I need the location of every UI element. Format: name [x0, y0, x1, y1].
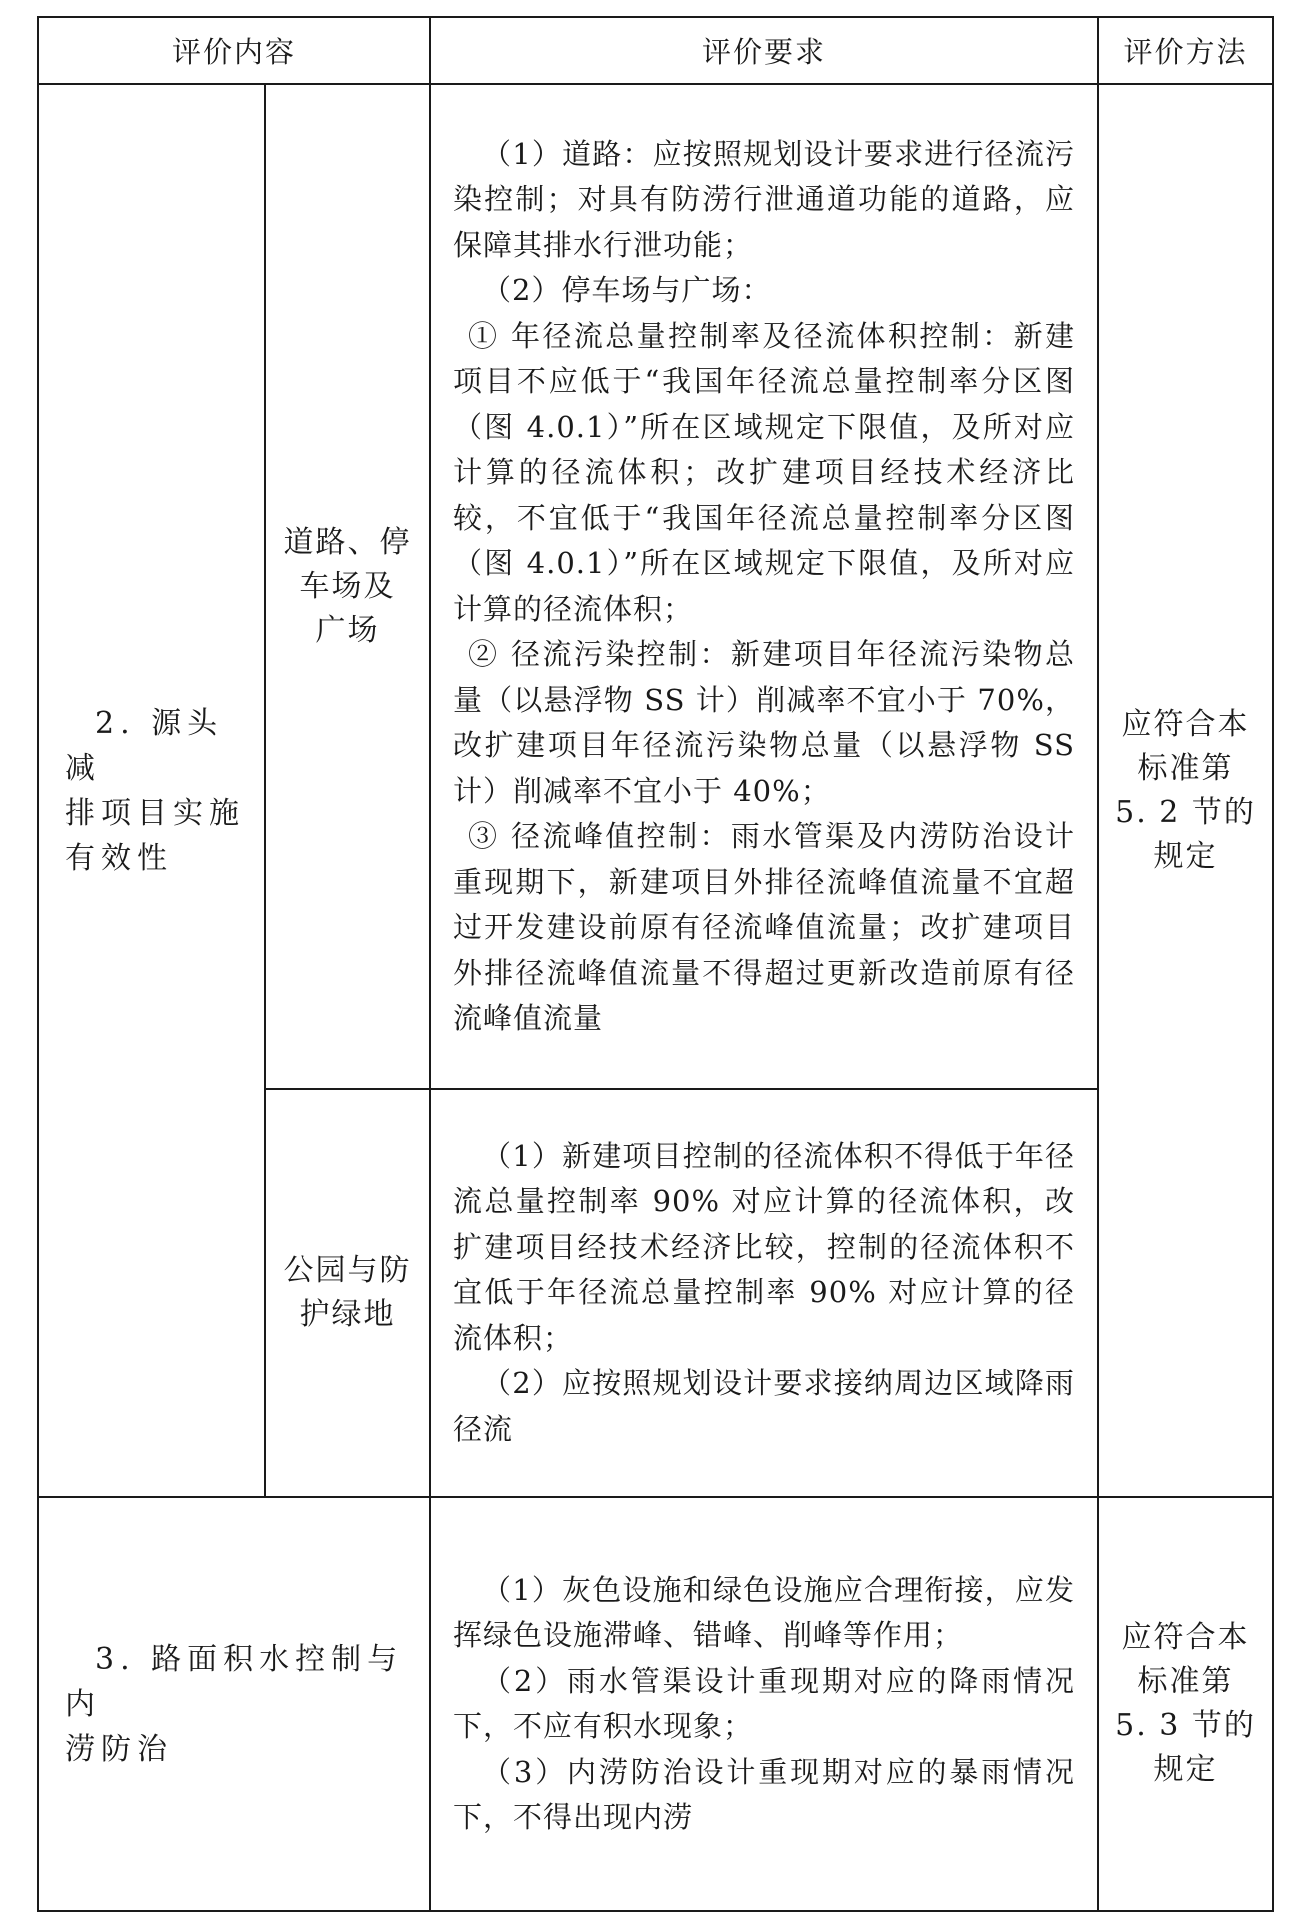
requirement-item: （2）停车场与广场：: [482, 273, 772, 307]
requirement-item: （1）道路：应按照规划设计要求进行径流污染控制；对具有防涝行泄通道功能的道路，应保障其排水行泄功能；: [453, 136, 1076, 262]
table-row: [38, 1497, 1273, 1911]
table-row: [38, 84, 1273, 1089]
category-line: 2. 源头减: [65, 705, 224, 786]
method-line: 5. 2 节的: [1115, 794, 1256, 830]
requirement-item: ① 年径流总量控制率及径流体积控制：新建项目不应低于“我国年径流总量控制率分区图（图 4.0.1）”所在区域规定下限值，及所对应计算的径流体积；改扩建项目经技术经济比较，不宜低于“我国年径流总量控制率分区图（图 4.0.1）”所在区域规定下限值，及所对应计算的径流体积；: [453, 318, 1076, 626]
subcategory-line: 公园与防: [283, 1253, 412, 1288]
requirement-item: （1）灰色设施和绿色设施应合理衔接，应发挥绿色设施滞峰、错峰、削峰等作用；: [453, 1572, 1076, 1652]
category-cell-source-reduction: [38, 84, 265, 1497]
requirement-item: ② 径流污染控制：新建项目年径流污染物总量（以悬浮物 SS 计）削减率不宜小于 70%，改扩建项目年径流污染物总量（以悬浮物 SS 计）削减率不宜小于 40%；: [453, 637, 1076, 808]
category-line: 3. 路面积水控制与内: [65, 1641, 404, 1722]
requirement-item: （1）新建项目控制的径流体积不得低于年径流总量控制率 90% 对应计算的径流体积，改扩建项目经技术经济比较，控制的径流体积不宜低于年径流总量控制率 90% 对应计算的径流体积；: [453, 1138, 1076, 1355]
subcategory-line: 道路、停: [283, 524, 412, 560]
method-cell: [1098, 1497, 1273, 1911]
header-content: 评价内容: [38, 17, 430, 84]
subcategory-line: 广场: [315, 612, 380, 648]
method-line: 应符合本: [1121, 1620, 1250, 1655]
header-requirement: 评价要求: [430, 17, 1098, 84]
table-header-row: [38, 17, 1273, 84]
requirement-cell: [430, 84, 1098, 1089]
category-line: 排项目实施: [65, 795, 245, 831]
method-cell: [1098, 84, 1273, 1497]
category-cell-waterlogging: [38, 1497, 430, 1911]
subcategory-line: 车场及: [299, 568, 396, 604]
requirement-item: （2）应按照规划设计要求接纳周边区域降雨径流: [453, 1366, 1076, 1446]
category-line: 有效性: [65, 840, 173, 876]
requirement-item: ③ 径流峰值控制：雨水管渠及内涝防治设计重现期下，新建项目外排径流峰值流量不宜超过开发建设前原有径流峰值流量；改扩建项目外排径流峰值流量不得超过更新改造前原有径流峰值流量: [453, 819, 1076, 1035]
requirement-cell: [430, 1497, 1098, 1911]
evaluation-table: [37, 16, 1274, 1912]
method-line: 规定: [1153, 1752, 1218, 1787]
subcategory-roads-parking: [265, 84, 430, 1089]
requirement-item: （3）内涝防治设计重现期对应的暴雨情况下，不得出现内涝: [453, 1754, 1076, 1834]
method-line: 5. 3 节的: [1115, 1708, 1256, 1743]
subcategory-parks-green: [265, 1089, 430, 1497]
requirement-item: （2）雨水管渠设计重现期对应的降雨情况下，不应有积水现象；: [453, 1663, 1076, 1743]
header-method: 评价方法: [1098, 17, 1273, 84]
method-line: 规定: [1153, 838, 1218, 874]
method-line: 标准第: [1137, 750, 1234, 786]
method-line: 标准第: [1137, 1664, 1234, 1699]
category-line: 涝防治: [65, 1731, 173, 1767]
requirement-cell: [430, 1089, 1098, 1497]
method-line: 应符合本: [1121, 706, 1250, 742]
subcategory-line: 护绿地: [299, 1297, 396, 1332]
